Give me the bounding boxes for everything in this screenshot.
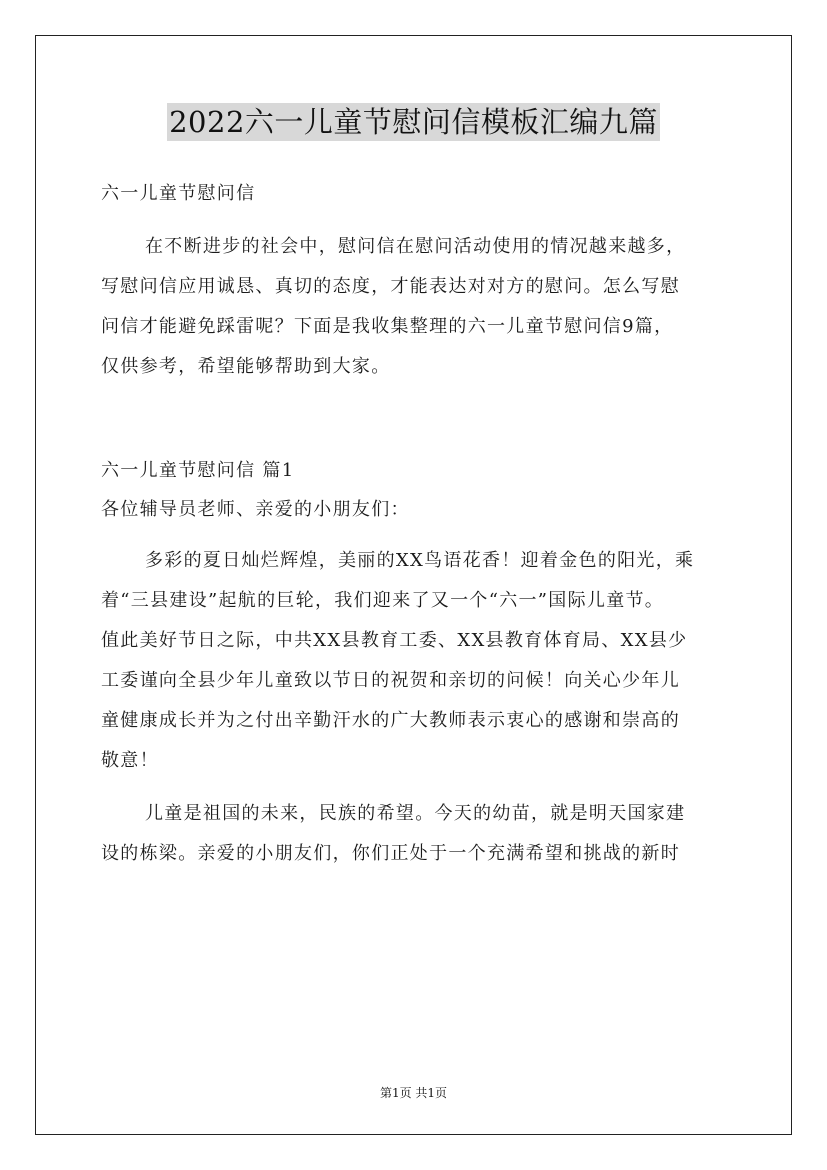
paragraph-line: 童健康成长并为之付出辛勤汗水的广大教师表示衷心的感谢和崇高的 bbox=[101, 710, 680, 731]
paragraph-line: 写慰问信应用诚恳、真切的态度，才能表达对对方的慰问。怎么写慰 bbox=[101, 276, 680, 297]
section-heading: 六一儿童节慰问信 bbox=[101, 183, 256, 204]
title-container bbox=[0, 103, 827, 141]
page-footer: 第1页 共1页 bbox=[379, 1086, 448, 1100]
salutation: 各位辅导员老师、亲爱的小朋友们： bbox=[101, 499, 410, 520]
paragraph-line: 儿童是祖国的未来，民族的希望。今天的幼苗，就是明天国家建 bbox=[145, 803, 686, 824]
section-heading: 六一儿童节慰问信 篇1 bbox=[101, 460, 295, 481]
paragraph-line: 着“三县建设”起航的巨轮，我们迎来了又一个“六一”国际儿童节。 bbox=[101, 590, 665, 611]
paragraph-line: 问信才能避免踩雷呢？下面是我收集整理的六一儿童节慰问信9篇， bbox=[101, 316, 674, 337]
document-title: 2022六一儿童节慰问信模板汇编九篇 bbox=[169, 105, 658, 139]
document-body bbox=[101, 174, 731, 874]
paragraph-line: 工委谨向全县少年儿童致以节日的祝贺和亲切的问候！向关心少年儿 bbox=[101, 670, 680, 691]
paragraph-line: 设的栋梁。亲爱的小朋友们，你们正处于一个充满希望和挑战的新时 bbox=[101, 843, 680, 864]
paragraph-line: 多彩的夏日灿烂辉煌，美丽的XX鸟语花香！迎着金色的阳光，乘 bbox=[145, 550, 695, 571]
paragraph-line: 敬意！ bbox=[101, 750, 159, 771]
paragraph-line: 仅供参考，希望能够帮助到大家。 bbox=[101, 356, 391, 377]
paragraph-line: 在不断进步的社会中，慰问信在慰问活动使用的情况越来越多， bbox=[145, 236, 686, 257]
paragraph-line: 值此美好节日之际，中共XX县教育工委、XX县教育体育局、XX县少 bbox=[101, 630, 688, 651]
